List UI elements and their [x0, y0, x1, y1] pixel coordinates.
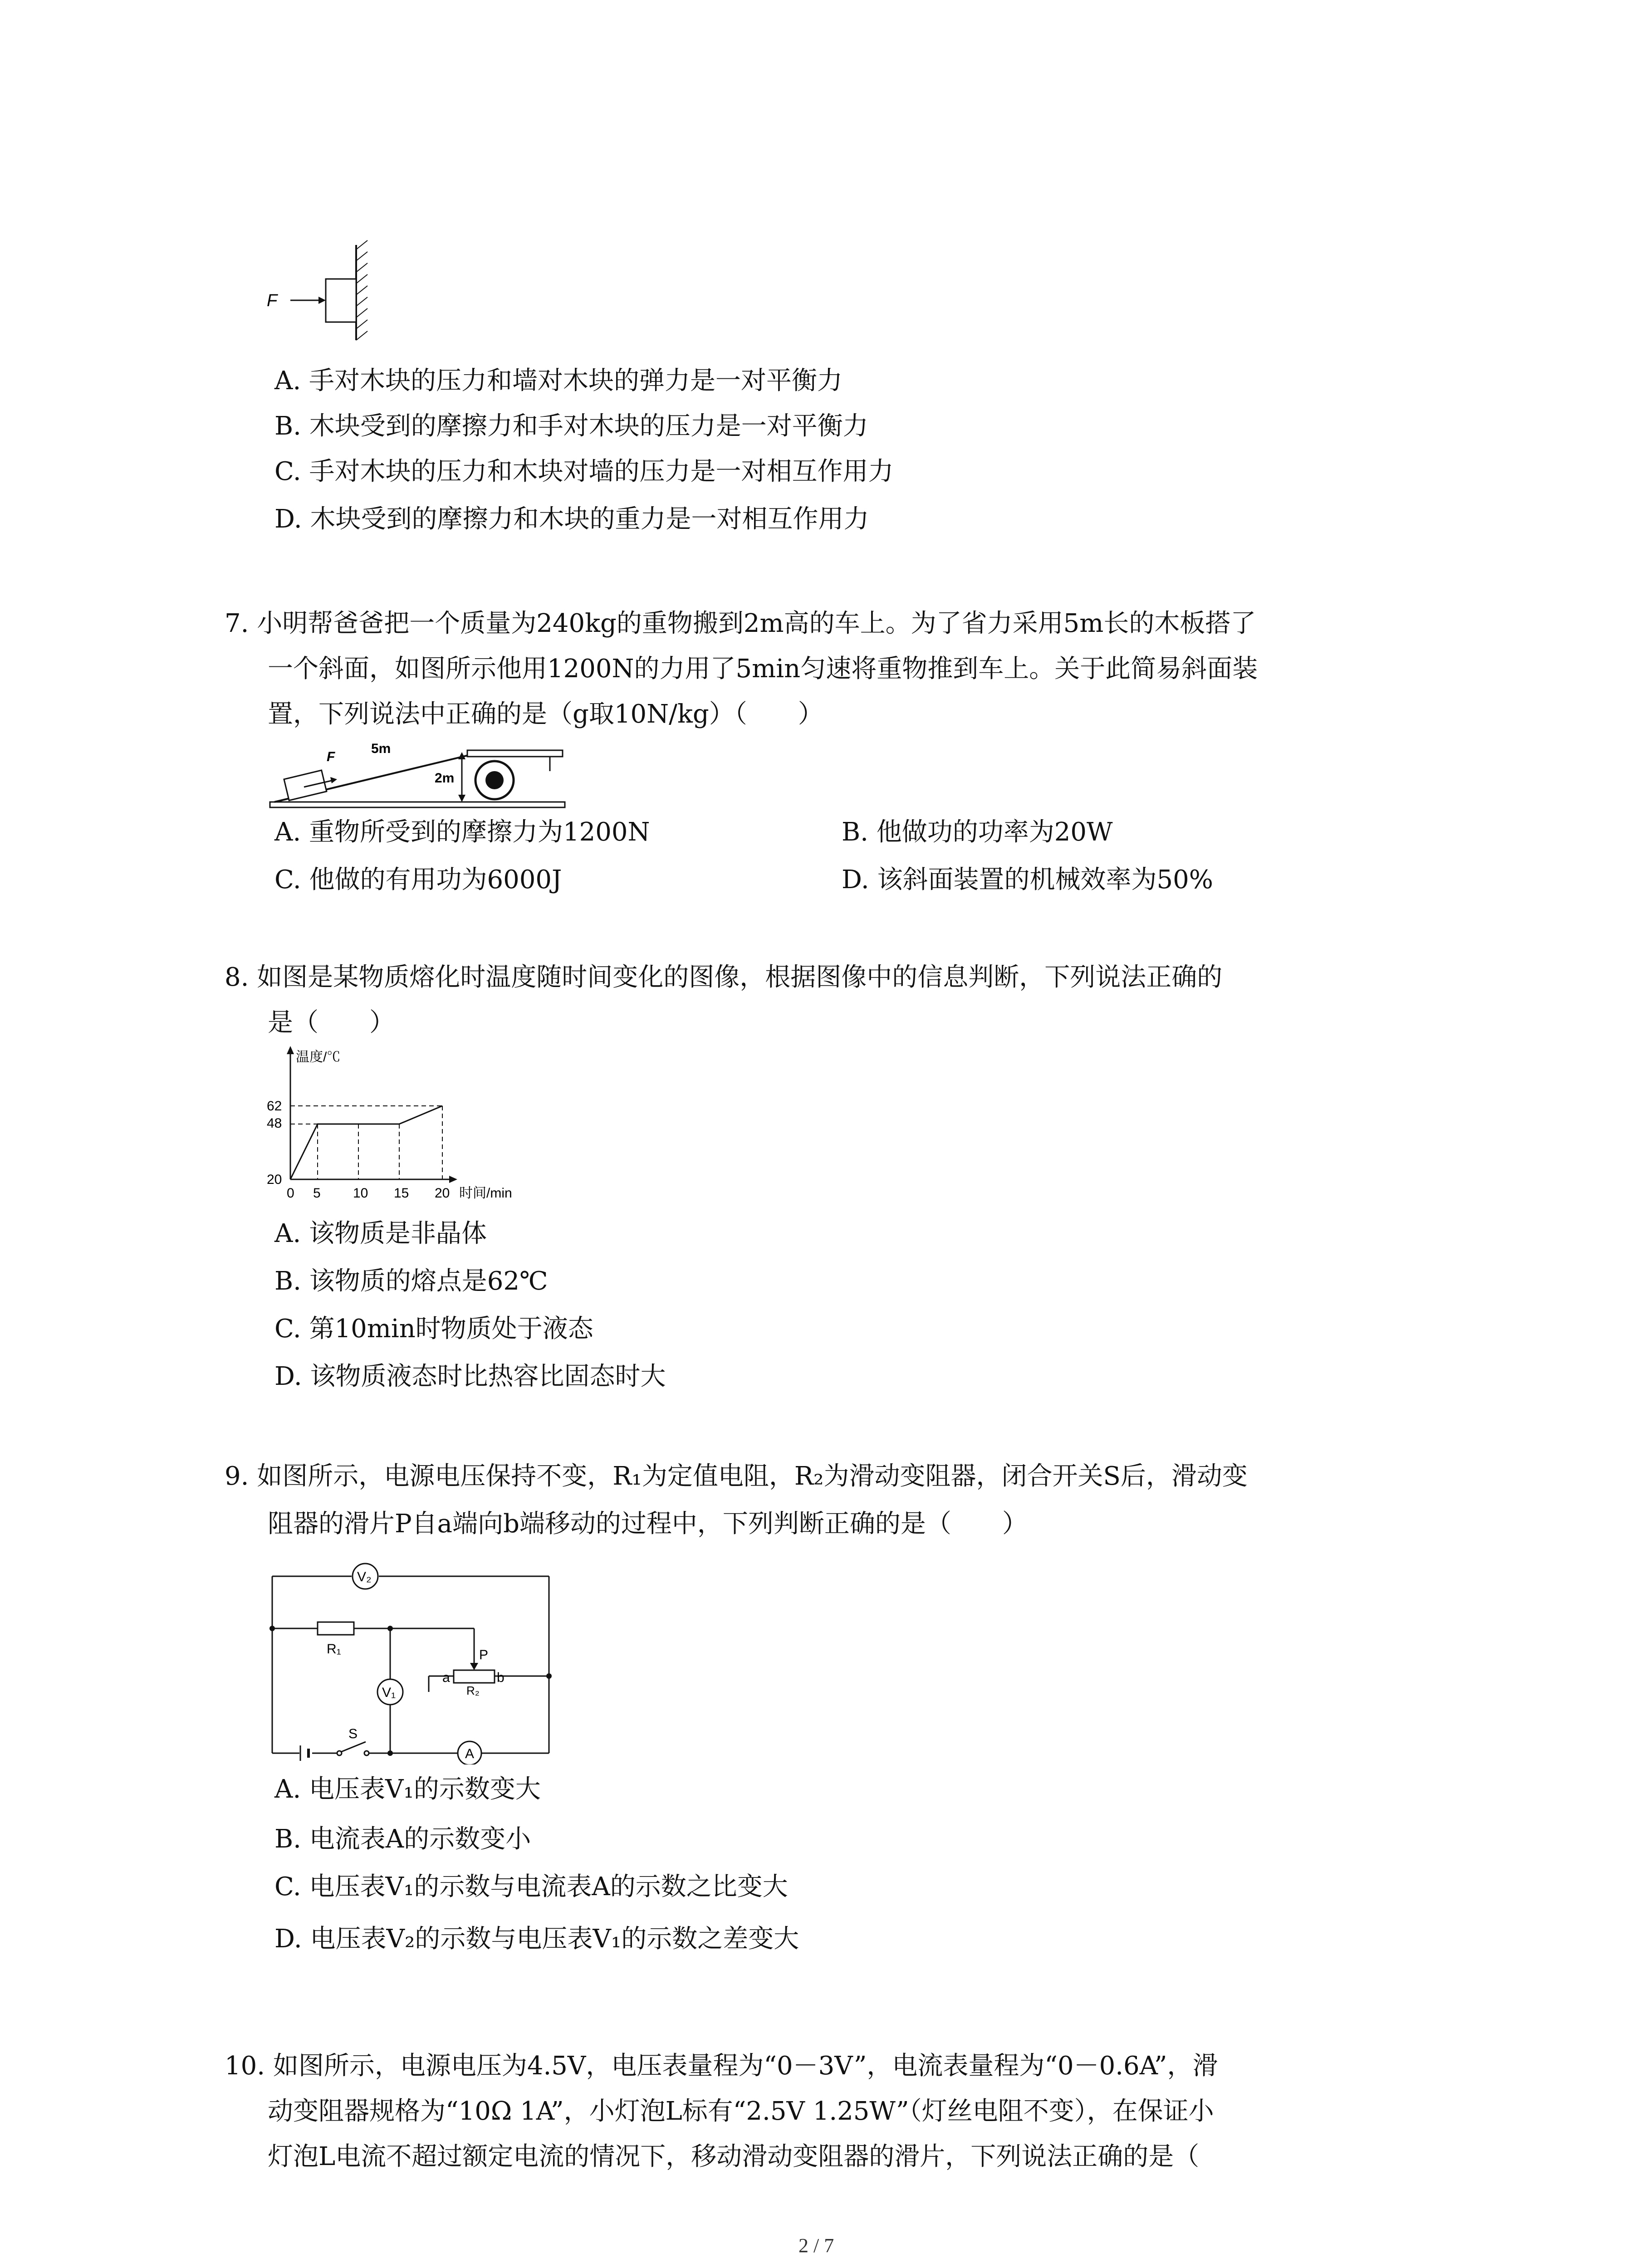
q7-option-a: A. 重物所受到的摩擦力为1200N — [274, 817, 650, 847]
q8-option-d: D. 该物质液态时比热容比固态时大 — [274, 1362, 666, 1391]
a-label: a — [442, 1670, 450, 1685]
v1-label: V₁ — [382, 1685, 396, 1700]
q8-option-c: C. 第10min时物质处于液态 — [274, 1314, 593, 1344]
x-tick-20: 20 — [435, 1186, 450, 1201]
p-label: P — [479, 1647, 489, 1662]
voltmeter-v2 — [353, 1564, 378, 1589]
q9-option-b: B. 电流表A的示数变小 — [274, 1824, 531, 1854]
page-number: 2 / 7 — [798, 2234, 834, 2257]
ammeter-label: A — [465, 1746, 475, 1761]
battery — [300, 1745, 309, 1761]
q6-option-b: B. 木块受到的摩擦力和手对木块的压力是一对平衡力 — [274, 411, 868, 441]
q10-stem-line-3: 灯泡L电流不超过额定电流的情况下，移动滑动变阻器的滑片，下列说法正确的是（ — [268, 2142, 1200, 2171]
q10-stem-line-1: 10. 如图所示，电源电压为4.5V，电压表量程为“0－3V”，电流表量程为“0－0.6A”，滑 — [225, 2051, 1218, 2081]
wooden-block — [326, 279, 356, 322]
junction-dots — [269, 1626, 552, 1756]
s-label: S — [348, 1726, 358, 1741]
q6-option-a: A. 手对木块的压力和墙对木块的弹力是一对平衡力 — [274, 366, 843, 396]
q8-stem-line-1: 8. 如图是某物质熔化时温度随时间变化的图像，根据图像中的信息判断，下列说法正确的 — [225, 963, 1223, 992]
y-tick-48: 48 — [267, 1116, 282, 1131]
q8-stem-line-2: 是（ ） — [268, 1008, 395, 1037]
switch-s — [337, 1726, 369, 1755]
y-tick-62: 62 — [267, 1099, 282, 1114]
q10-stem-line-2: 动变阻器规格为“10Ω 1A”，小灯泡L标有“2.5V 1.25W”（灯丝电阻不变），在保证小 — [268, 2097, 1214, 2126]
q7-stem-line-3: 置，下列说法中正确的是（g取10N/kg）（ ） — [268, 699, 823, 729]
force-label: F — [327, 749, 335, 764]
cart — [467, 750, 563, 799]
q9-option-a: A. 电压表V₁的示数变大 — [274, 1774, 541, 1804]
x-axis — [290, 1176, 457, 1183]
q8-temperature-time-graph — [263, 1043, 554, 1213]
q6-wall-block-figure — [259, 236, 377, 345]
y-tick-20: 20 — [267, 1172, 282, 1187]
circuit-wires — [272, 1576, 549, 1753]
length-label: 5m — [371, 741, 391, 756]
r1-label: R₁ — [327, 1642, 341, 1657]
ammeter-a — [458, 1741, 481, 1765]
q9-stem-line-2: 阻器的滑片P自a端向b端移动的过程中，下列判断正确的是（ ） — [268, 1509, 1028, 1539]
wall — [356, 240, 367, 340]
q9-option-d: D. 电压表V₂的示数与电压表V₁的示数之差变大 — [274, 1924, 799, 1954]
voltmeter-v1 — [377, 1679, 403, 1705]
q8-option-b: B. 该物质的熔点是62℃ — [274, 1266, 548, 1296]
q9-circuit-diagram — [263, 1556, 563, 1765]
x-tick-15: 15 — [394, 1186, 409, 1201]
q7-option-b: B. 他做功的功率为20W — [842, 817, 1113, 847]
q7-stem-line-2: 一个斜面，如图所示他用1200N的力用了5min匀速将重物推到车上。关于此简易斜面装 — [268, 654, 1258, 684]
q6-option-d: D. 木块受到的摩擦力和木块的重力是一对相互作用力 — [274, 504, 869, 534]
b-label: b — [497, 1670, 505, 1685]
v2-label: V₂ — [357, 1569, 372, 1584]
ground — [270, 802, 565, 807]
q9-option-c: C. 电压表V₁的示数与电流表A的示数之比变大 — [274, 1872, 788, 1901]
height-label: 2m — [435, 771, 455, 786]
q7-option-d: D. 该斜面装置的机械效率为50% — [842, 865, 1213, 894]
force-label: F — [267, 291, 278, 310]
x-tick-10: 10 — [353, 1186, 368, 1201]
q9-stem-line-1: 9. 如图所示，电源电压保持不变，R₁为定值电阻，R₂为滑动变阻器，闭合开关S后，滑动变 — [225, 1461, 1248, 1491]
q7-stem-line-1: 7. 小明帮爸爸把一个质量为240kg的重物搬到2m高的车上。为了省力采用5m长的木板搭了 — [225, 609, 1256, 638]
height-marker — [458, 752, 465, 802]
x-axis-label: 时间/min — [459, 1186, 512, 1201]
resistor-r1 — [318, 1622, 354, 1657]
x-tick-0: 0 — [287, 1186, 294, 1201]
heavy-box — [284, 770, 327, 801]
q7-incline-figure — [268, 735, 567, 812]
q8-option-a: A. 该物质是非晶体 — [274, 1219, 487, 1248]
dashed-guides — [290, 1106, 442, 1179]
q7-option-c: C. 他做的有用功为6000J — [274, 865, 562, 894]
x-tick-5: 5 — [313, 1186, 321, 1201]
y-axis — [287, 1046, 294, 1179]
y-axis-label: 温度/℃ — [296, 1050, 341, 1065]
rheostat-r2 — [442, 1647, 505, 1697]
force-arrow — [290, 297, 326, 304]
melting-curve — [290, 1106, 442, 1179]
q6-option-c: C. 手对木块的压力和木块对墙的压力是一对相互作用力 — [274, 457, 894, 486]
r2-label: R₂ — [466, 1684, 480, 1697]
